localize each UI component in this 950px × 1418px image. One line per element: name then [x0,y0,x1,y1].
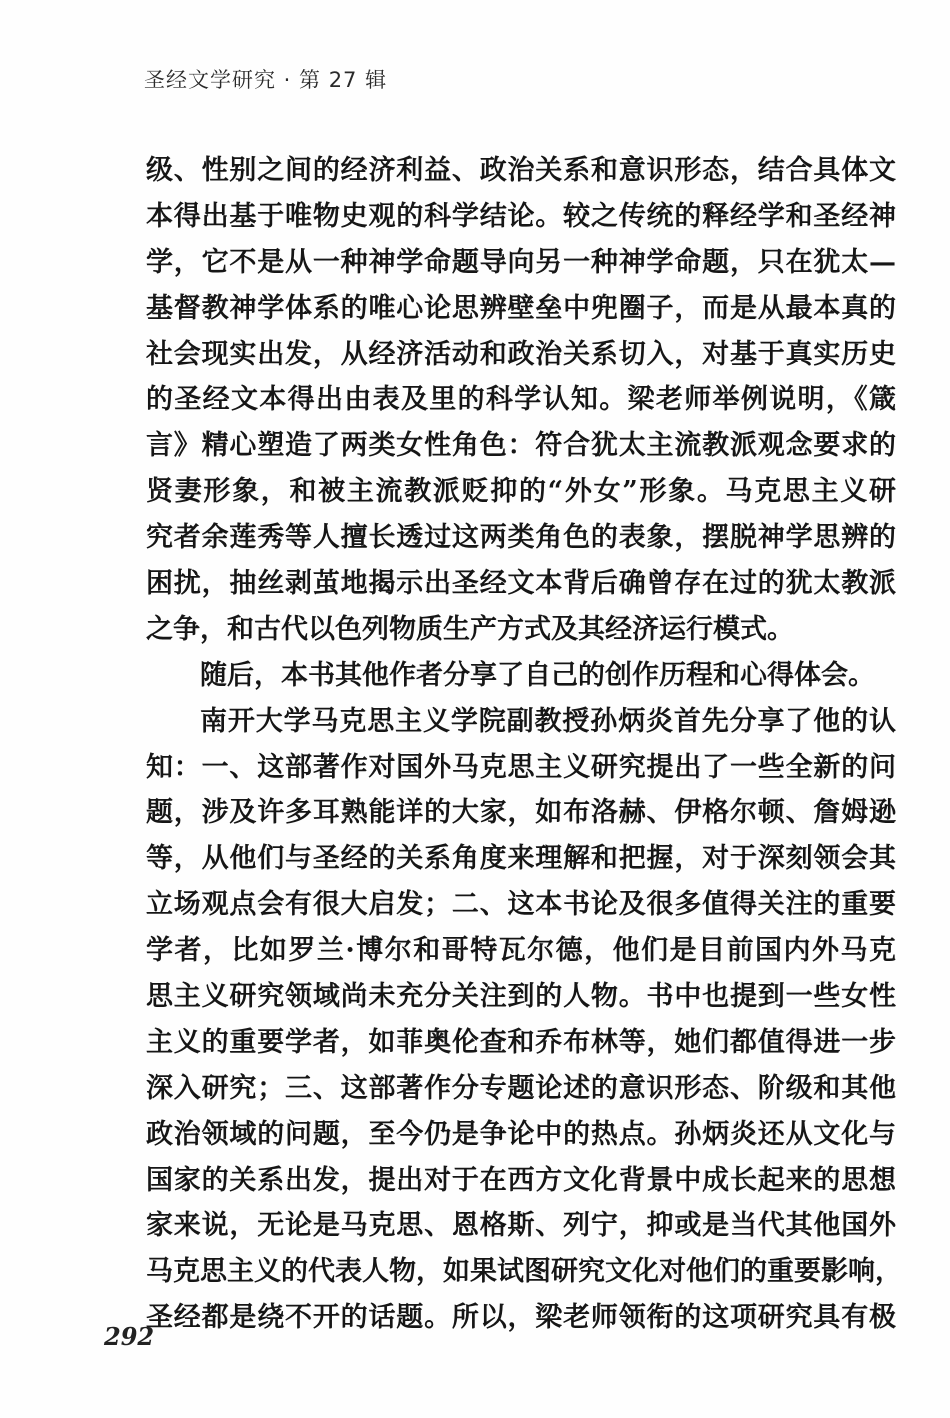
text-line: 之争，和古代以色列物质生产方式及其经济运行模式。 [146,613,794,645]
text-line: 级、性别之间的经济利益、政治关系和意识形态，结合具体文 [146,155,896,186]
text-line: 本得出基于唯物史观的科学结论。较之传统的释经学和圣经神 [146,200,896,232]
text-line: 政治领域的问题，至今仍是争论中的热点。孙炳炎还从文化与 [146,1118,896,1150]
text-line: 贤妻形象，和被主流教派贬抑的“外女”形象。马克思主义研 [146,476,896,508]
running-header: 圣经文学研究 · 第 27 辑 [144,68,388,92]
text-line: 立场观点会有很大启发；二、这本书论及很多值得关注的重要 [146,889,896,921]
paragraph-first-line: 南开大学马克思主义学院副教授孙炳炎首先分享了他的认 [200,705,896,737]
text-line: 等，从他们与圣经的关系角度来理解和把握，对于深刻领会其 [146,843,896,875]
text-line: 思主义研究领域尚未充分关注到的人物。书中也提到一些女性 [146,981,896,1013]
text-line: 基督教神学体系的唯心论思辨壁垒中兜圈子，而是从最本真的 [146,292,896,324]
body-text [146,148,902,1341]
text-line: 马克思主义的代表人物，如果试图研究文化对他们的重要影响， [146,1256,902,1288]
text-line: 社会现实出发，从经济活动和政治关系切入，对基于真实历史 [146,338,896,370]
paragraph-first-line: 随后，本书其他作者分享了自己的创作历程和心得体会。 [200,659,875,691]
text-line: 深入研究；三、这部著作分专题论述的意识形态、阶级和其他 [146,1072,896,1104]
text-line: 知：一、这部著作对国外马克思主义研究提出了一些全新的问 [146,751,896,783]
text-line: 的圣经文本得出由表及里的科学认知。梁老师举例说明，《箴 [146,384,896,416]
text-line: 学，它不是从一种神学命题导向另一种神学命题，只在犹太— [146,246,896,278]
text-line: 学者，比如罗兰·博尔和哥特瓦尔德，他们是目前国内外马克 [146,935,896,967]
text-line: 主义的重要学者，如菲奥伦查和乔布林等，她们都值得进一步 [146,1026,896,1058]
text-line: 究者余莲秀等人擅长透过这两类角色的表象，摆脱神学思辨的 [146,522,896,554]
text-line: 言》精心塑造了两类女性角色：符合犹太主流教派观念要求的 [146,430,896,462]
text-line: 圣经都是绕不开的话题。所以，梁老师领衔的这项研究具有极 [146,1302,896,1334]
text-line: 家来说，无论是马克思、恩格斯、列宁，抑或是当代其他国外 [146,1210,896,1242]
text-line: 困扰，抽丝剥茧地揭示出圣经文本背后确曾存在过的犹太教派 [146,568,896,600]
text-line: 国家的关系出发，提出对于在西方文化背景中成长起来的思想 [146,1164,896,1196]
text-line: 题，涉及许多耳熟能详的大家，如布洛赫、伊格尔顿、詹姆逊 [146,797,896,829]
page-number: 292 [104,1322,155,1351]
